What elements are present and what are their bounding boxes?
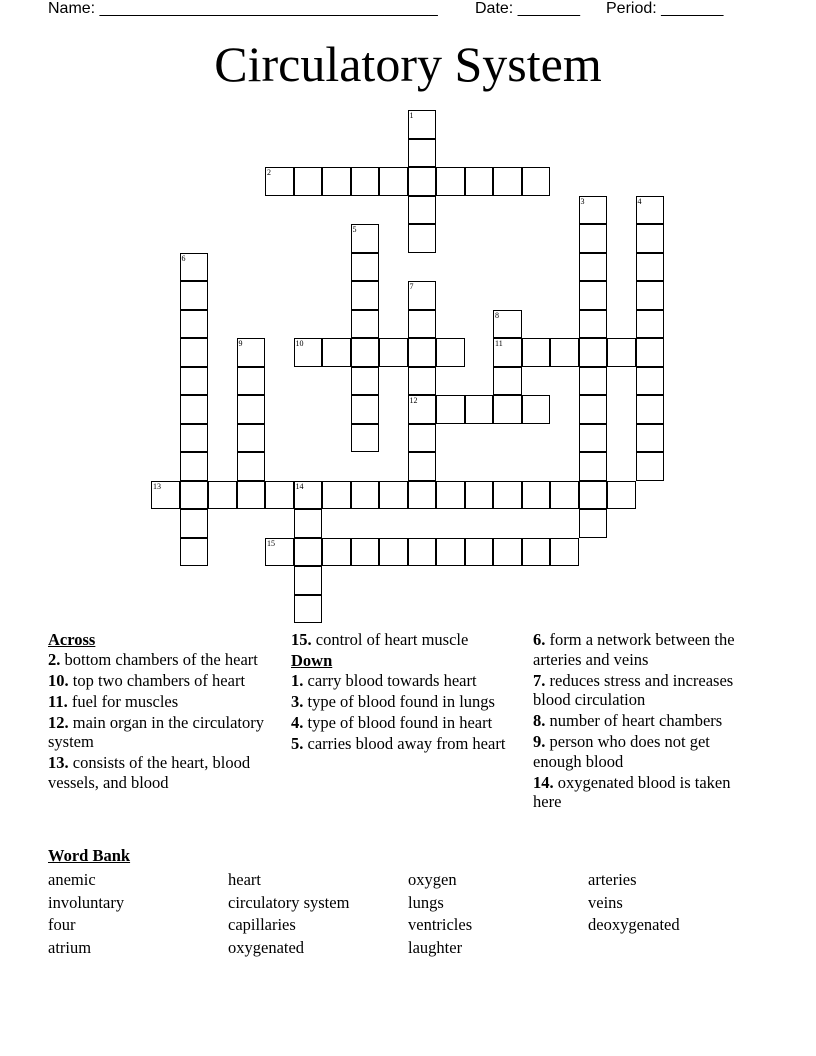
crossword-cell[interactable] (322, 167, 351, 196)
crossword-cell[interactable] (579, 310, 608, 339)
crossword-cell[interactable] (636, 310, 665, 339)
crossword-cell[interactable] (180, 338, 209, 367)
crossword-cell[interactable] (351, 367, 380, 396)
word-bank-word: involuntary (48, 892, 125, 912)
crossword-cell[interactable] (436, 338, 465, 367)
crossword-cell[interactable] (265, 538, 294, 567)
crossword-cell[interactable] (180, 310, 209, 339)
clue-number: 12 (409, 396, 418, 405)
down-heading: Down (291, 651, 333, 670)
crossword-cell[interactable] (607, 338, 636, 367)
clue-number: 6 (181, 253, 186, 263)
clue-across-2: 2. bottom chambers of the heart (48, 649, 258, 669)
crossword-cell[interactable] (465, 395, 494, 424)
crossword-cell[interactable] (351, 338, 380, 367)
word-bank-word: oxygenated (228, 937, 305, 957)
crossword-cell[interactable] (636, 338, 665, 367)
word-bank-word: heart (228, 870, 261, 889)
word-bank-word: deoxygenated (588, 915, 680, 934)
word-bank-word: oxygen (408, 870, 457, 889)
word-bank-column-2 (228, 869, 349, 959)
clue-number: 7 (409, 282, 414, 291)
crossword-cell[interactable] (180, 367, 209, 396)
across-heading: Across (48, 630, 96, 649)
crossword-cell[interactable] (265, 167, 294, 196)
clue-number: 3 (580, 196, 585, 206)
crossword-cell[interactable] (180, 281, 209, 310)
crossword-cell[interactable] (493, 395, 522, 424)
word-bank-word: lungs (408, 892, 444, 912)
clue-down-9: 9. person who does not get enough blood (533, 732, 710, 771)
crossword-cell[interactable] (579, 424, 608, 453)
crossword-cell[interactable] (351, 281, 380, 310)
crossword-cell[interactable] (294, 595, 323, 624)
crossword-cell[interactable] (579, 253, 608, 282)
word-bank-word: ventricles (408, 915, 473, 934)
crossword-cell[interactable] (436, 395, 465, 424)
crossword-cell[interactable] (465, 538, 494, 567)
clue-across-13: 13. consists of the heart, blood vessels, and blood (48, 753, 251, 792)
crossword-cell[interactable] (579, 509, 608, 538)
crossword-cell[interactable] (180, 538, 209, 567)
clue-across-11: 11. fuel for muscles (48, 691, 179, 711)
crossword-cell[interactable] (237, 338, 266, 367)
crossword-cell[interactable] (636, 281, 665, 310)
crossword-cell[interactable] (465, 481, 494, 510)
crossword-cell[interactable] (408, 481, 437, 510)
crossword-cell[interactable] (636, 224, 665, 253)
crossword-cell[interactable] (522, 167, 551, 196)
crossword-cell[interactable] (579, 367, 608, 396)
crossword-cell[interactable] (579, 224, 608, 253)
crossword-cell[interactable] (294, 509, 323, 538)
word-bank-word: anemic (48, 870, 96, 889)
crossword-cell[interactable] (493, 481, 522, 510)
crossword-cell[interactable] (636, 196, 665, 225)
crossword-cell[interactable] (351, 224, 380, 253)
page-title: Circulatory System (214, 36, 602, 92)
crossword-cell[interactable] (351, 538, 380, 567)
crossword-cell[interactable] (493, 338, 522, 367)
crossword-cell[interactable] (522, 538, 551, 567)
crossword-cell[interactable] (237, 481, 266, 510)
word-bank-word: laughter (408, 937, 463, 957)
crossword-cell[interactable] (493, 367, 522, 396)
crossword-cell[interactable] (351, 395, 380, 424)
crossword-cell[interactable] (265, 481, 294, 510)
crossword-cell[interactable] (408, 281, 437, 310)
crossword-cell[interactable] (351, 424, 380, 453)
crossword-cell[interactable] (408, 538, 437, 567)
crossword-cell[interactable] (579, 452, 608, 481)
word-bank-title: Word Bank (48, 846, 131, 865)
clue-number: 1 (409, 111, 414, 120)
crossword-cell[interactable] (579, 395, 608, 424)
clue-number: 14 (295, 481, 304, 491)
crossword-cell[interactable] (294, 538, 323, 567)
crossword-cell[interactable] (408, 395, 437, 424)
word-bank-column-3 (408, 869, 472, 959)
crossword-cell[interactable] (408, 367, 437, 396)
crossword-cell[interactable] (636, 395, 665, 424)
clue-down-6: 6. form a network between the arteries and veins (533, 630, 735, 669)
crossword-cell[interactable] (408, 110, 437, 139)
clues-column-1 (48, 630, 268, 794)
clues-column-3 (533, 630, 748, 813)
clues-column-2 (291, 630, 516, 755)
word-bank-word: capillaries (228, 915, 296, 934)
crossword-cell[interactable] (237, 452, 266, 481)
crossword-cell[interactable] (436, 538, 465, 567)
name-field[interactable]: Name: ______________________________________ (48, 0, 438, 17)
crossword-cell[interactable] (550, 481, 579, 510)
word-bank-word: atrium (48, 937, 92, 957)
clue-across-15: 15. control of heart muscle (291, 630, 469, 649)
clue-number: 8 (495, 310, 499, 320)
word-bank-column-4 (588, 869, 680, 937)
crossword-cell[interactable] (579, 481, 608, 510)
crossword-cell[interactable] (294, 566, 323, 595)
crossword-cell[interactable] (351, 167, 380, 196)
crossword-cell[interactable] (607, 481, 636, 510)
crossword-cell[interactable] (237, 395, 266, 424)
crossword-cell[interactable] (237, 424, 266, 453)
word-bank-word: circulatory system (228, 892, 350, 912)
crossword-cell[interactable] (522, 395, 551, 424)
crossword-cell[interactable] (322, 338, 351, 367)
clue-across-12: 12. main organ in the circulatory system (48, 712, 264, 751)
clue-down-5: 5. carries blood away from heart (291, 733, 506, 753)
period-field[interactable]: Period: _______ (606, 0, 724, 17)
clue-number: 11 (495, 339, 503, 348)
crossword-cell[interactable] (408, 196, 437, 225)
crossword-cell[interactable] (408, 224, 437, 253)
crossword-cell[interactable] (351, 253, 380, 282)
crossword-cell[interactable] (493, 310, 522, 339)
clue-down-1: 1. carry blood towards heart (291, 670, 477, 690)
crossword-cell[interactable] (180, 395, 209, 424)
word-bank-word: veins (588, 892, 623, 912)
clue-number: 15 (267, 538, 275, 548)
crossword-cell[interactable] (180, 452, 209, 481)
crossword-cell[interactable] (294, 167, 323, 196)
crossword-cell[interactable] (636, 424, 665, 453)
crossword-cell[interactable] (636, 452, 665, 481)
crossword-cell[interactable] (408, 139, 437, 168)
clue-down-4: 4. type of blood found in heart (291, 712, 493, 732)
crossword-cell[interactable] (579, 281, 608, 310)
word-bank-word: arteries (588, 870, 637, 889)
crossword-cell[interactable] (579, 338, 608, 367)
crossword-cell[interactable] (322, 481, 351, 510)
clue-across-10: 10. top two chambers of heart (48, 670, 246, 690)
crossword-cell[interactable] (379, 538, 408, 567)
crossword-cell[interactable] (522, 338, 551, 367)
date-field[interactable]: Date: _______ (475, 0, 580, 17)
word-bank-column-1 (48, 869, 124, 959)
crossword-cell[interactable] (408, 338, 437, 367)
crossword-cell[interactable] (180, 253, 209, 282)
crossword-cell[interactable] (465, 167, 494, 196)
crossword-cell[interactable] (180, 481, 209, 510)
clue-number: 2 (267, 168, 271, 177)
clue-number: 9 (238, 339, 243, 348)
word-bank-word: four (48, 915, 76, 934)
crossword-cell[interactable] (493, 538, 522, 567)
crossword-cell[interactable] (636, 367, 665, 396)
crossword-cell[interactable] (408, 167, 437, 196)
clue-number: 5 (352, 225, 357, 234)
crossword-cell[interactable] (379, 167, 408, 196)
crossword-cell[interactable] (351, 310, 380, 339)
clue-down-7: 7. reduces stress and increases blood circulation (533, 670, 734, 709)
crossword-cell[interactable] (237, 367, 266, 396)
crossword-cell[interactable] (208, 481, 237, 510)
clue-down-3: 3. type of blood found in lungs (291, 691, 495, 711)
crossword-cell[interactable] (322, 538, 351, 567)
clue-number: 4 (637, 196, 642, 206)
clue-down-14: 14. oxygenated blood is taken here (533, 772, 731, 811)
crossword-cell[interactable] (180, 424, 209, 453)
crossword-cell[interactable] (408, 310, 437, 339)
crossword-cell[interactable] (636, 253, 665, 282)
crossword-cell[interactable] (550, 338, 579, 367)
crossword-cell[interactable] (522, 481, 551, 510)
clue-number: 13 (153, 481, 161, 491)
crossword-cell[interactable] (579, 196, 608, 225)
crossword-cell[interactable] (550, 538, 579, 567)
crossword-cell[interactable] (493, 167, 522, 196)
crossword-cell[interactable] (408, 452, 437, 481)
clue-down-8: 8. number of heart chambers (533, 711, 723, 730)
crossword-cell[interactable] (379, 481, 408, 510)
crossword-cell[interactable] (351, 481, 380, 510)
crossword-cell[interactable] (379, 338, 408, 367)
crossword-cell[interactable] (151, 481, 180, 510)
crossword-cell[interactable] (436, 481, 465, 510)
crossword-cell[interactable] (294, 481, 323, 510)
crossword-cell[interactable] (180, 509, 209, 538)
clue-number: 10 (295, 339, 304, 348)
crossword-cell[interactable] (436, 167, 465, 196)
crossword-cell[interactable] (294, 338, 323, 367)
crossword-cell[interactable] (408, 424, 437, 453)
